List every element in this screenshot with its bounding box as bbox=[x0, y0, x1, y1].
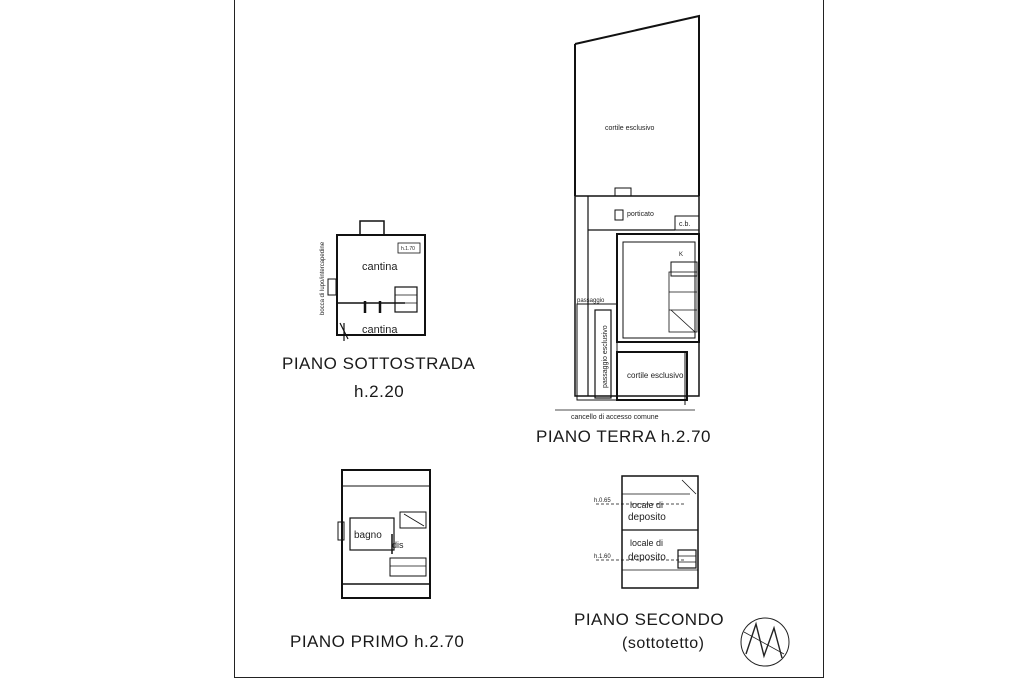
sottostrada-height: h.2.20 bbox=[354, 382, 405, 401]
plan-terra bbox=[555, 10, 725, 420]
sottostrada-label-cantina-upper: cantina bbox=[362, 261, 398, 273]
secondo-label-deposito1-a: locale di bbox=[630, 500, 664, 510]
secondo-label-h1: h.0.65 bbox=[594, 498, 611, 504]
terra-label-cancello: cancello di accesso comune bbox=[571, 414, 659, 420]
sheet-bottom-border bbox=[234, 677, 824, 678]
terra-label-vertical: passaggio esclusivo bbox=[602, 325, 609, 388]
sheet-right-border bbox=[823, 0, 824, 678]
secondo-label-deposito2-a: locale di bbox=[630, 538, 664, 548]
north-arrow-icon bbox=[738, 614, 792, 670]
terra-label-porticato: porticato bbox=[627, 211, 654, 218]
sottostrada-label-side: bocca di lupo/intercapedine bbox=[320, 241, 326, 315]
primo-title: PIANO PRIMO h.2.70 bbox=[290, 632, 465, 651]
plan-sottostrada bbox=[300, 215, 440, 345]
sottostrada-title: PIANO SOTTOSTRADA bbox=[282, 354, 476, 373]
secondo-label-deposito2-b: deposito bbox=[628, 552, 666, 563]
secondo-label-h2: h.1.60 bbox=[594, 554, 611, 560]
sottostrada-label-tiny: h.1.70 bbox=[401, 246, 415, 252]
sottostrada-label-cantina-lower: cantina bbox=[362, 324, 398, 336]
primo-label-bagno: bagno bbox=[354, 530, 382, 541]
terra-label-k: K bbox=[679, 252, 684, 258]
terra-label-cb: c.b. bbox=[679, 221, 691, 228]
sheet-left-border bbox=[234, 0, 235, 678]
terra-label-cortile-top: cortile esclusivo bbox=[605, 125, 655, 132]
plan-secondo bbox=[590, 470, 710, 600]
terra-title: PIANO TERRA h.2.70 bbox=[536, 427, 711, 446]
secondo-subtitle: (sottotetto) bbox=[622, 635, 705, 652]
secondo-title: PIANO SECONDO bbox=[574, 610, 725, 629]
plan-primo bbox=[330, 462, 440, 602]
primo-label-dis: dis bbox=[392, 540, 404, 550]
terra-label-passaggio: passaggio bbox=[577, 298, 605, 304]
secondo-label-deposito1-b: deposito bbox=[628, 512, 666, 523]
terra-label-cortile-bottom: cortile esclusivo bbox=[627, 371, 684, 380]
